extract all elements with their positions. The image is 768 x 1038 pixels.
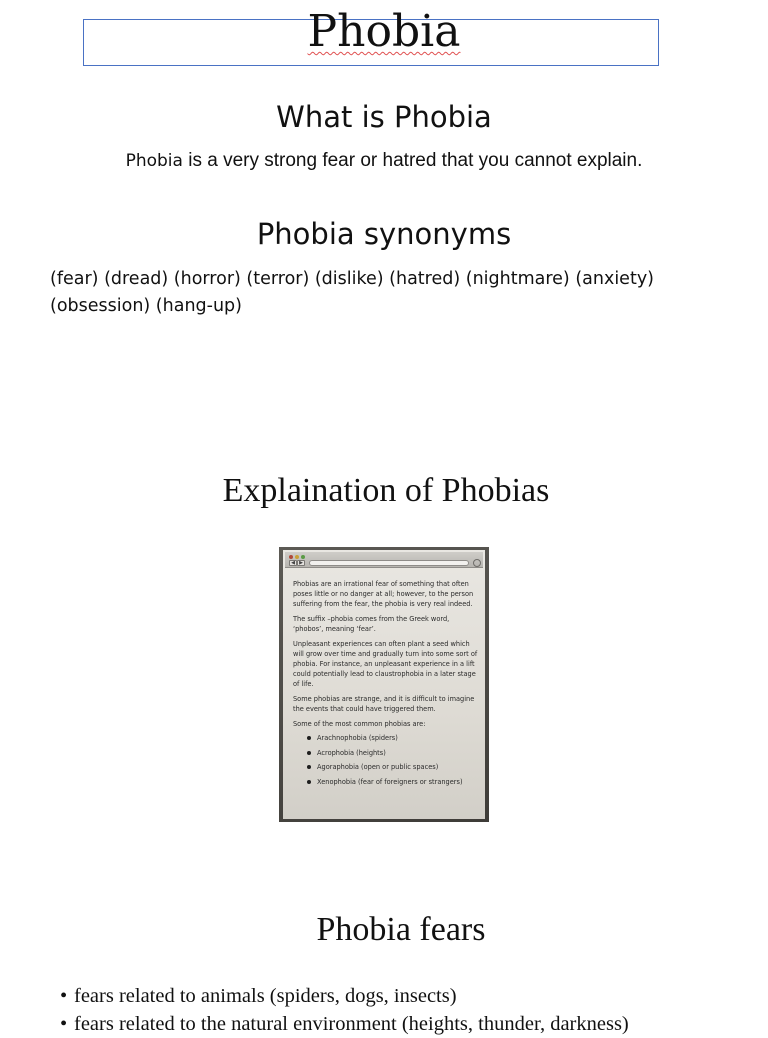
list-item bbox=[307, 746, 481, 761]
definition-lead: Phobia bbox=[125, 151, 183, 171]
address-bar bbox=[309, 560, 469, 566]
heading-what-is-phobia: What is Phobia bbox=[276, 100, 492, 134]
bullet-icon bbox=[307, 751, 311, 755]
worksheet-photo bbox=[279, 547, 489, 822]
synonyms-text bbox=[50, 266, 710, 320]
list-item-text: fears related to the natural environment (heights, thunder, darkness) bbox=[74, 1013, 629, 1035]
worksheet-paragraph: Unpleasant experiences can often plant a seed which will grow over time and gradually turn into some sort of phobia. For instance, an unpleasant experience in a lift could potentially lead to claustrophobia in a later stage of life. bbox=[293, 640, 478, 688]
worksheet-text bbox=[293, 579, 481, 789]
forward-arrow-icon: ▶ bbox=[297, 560, 305, 566]
worksheet-paragraph: Phobias are an irrational fear of something that often poses little or no danger at all; however, to the person suffering from the fear, the phobia is very real indeed. bbox=[293, 580, 474, 608]
bullet-icon: • bbox=[60, 985, 68, 1007]
list-item bbox=[60, 1010, 760, 1038]
list-item bbox=[307, 760, 481, 775]
window-minimize-dot-icon bbox=[295, 555, 299, 559]
bullet-icon bbox=[307, 780, 311, 784]
definition-rest: is a very strong fear or hatred that you cannot explain. bbox=[182, 150, 643, 171]
phobia-fears-list bbox=[60, 982, 760, 1038]
list-item bbox=[307, 731, 481, 746]
bullet-icon bbox=[307, 736, 311, 740]
heading-phobia-synonyms: Phobia synonyms bbox=[256, 217, 512, 251]
window-close-dot-icon bbox=[289, 555, 293, 559]
list-item-text: Agoraphobia (open or public spaces) bbox=[317, 763, 439, 771]
back-arrow-icon: ◀ bbox=[289, 560, 297, 566]
bullet-icon bbox=[307, 765, 311, 769]
list-item bbox=[60, 982, 760, 1010]
list-item-text: Acrophobia (heights) bbox=[317, 748, 386, 757]
worksheet-paragraph: The suffix –phobia comes from the Greek word, ‘phobos’, meaning ‘fear’. bbox=[293, 615, 450, 633]
bullet-icon: • bbox=[60, 1013, 68, 1035]
list-item-text: Xenophobia (fear of foreigners or strangers) bbox=[317, 777, 463, 786]
document-title-text: Phobia bbox=[307, 6, 461, 57]
worksheet-paper bbox=[283, 550, 485, 819]
heading-explanation-of-phobias: Explaination of Phobias bbox=[222, 472, 550, 509]
window-maximize-dot-icon bbox=[301, 555, 305, 559]
synonyms-line-1: (fear) (dread) (horror) (terror) (dislike) (hatred) (nightmare) (anxiety) bbox=[50, 269, 654, 289]
document-title bbox=[0, 4, 768, 60]
phobia-definition bbox=[0, 148, 768, 174]
list-item bbox=[307, 775, 481, 790]
printed-browser-bar bbox=[285, 552, 483, 568]
worksheet-paragraph: Some of the most common phobias are: bbox=[293, 720, 426, 728]
worksheet-paragraph: Some phobias are strange, and it is difficult to imagine the events that could have triggered them. bbox=[293, 695, 475, 713]
heading-phobia-fears: Phobia fears bbox=[316, 911, 486, 948]
common-phobias-list bbox=[293, 731, 481, 789]
list-item-text: fears related to animals (spiders, dogs, insects) bbox=[74, 985, 457, 1007]
list-item-text: Arachnophobia (spiders) bbox=[317, 734, 398, 742]
reload-icon bbox=[473, 559, 481, 567]
synonyms-line-2: (obsession) (hang-up) bbox=[50, 296, 242, 316]
